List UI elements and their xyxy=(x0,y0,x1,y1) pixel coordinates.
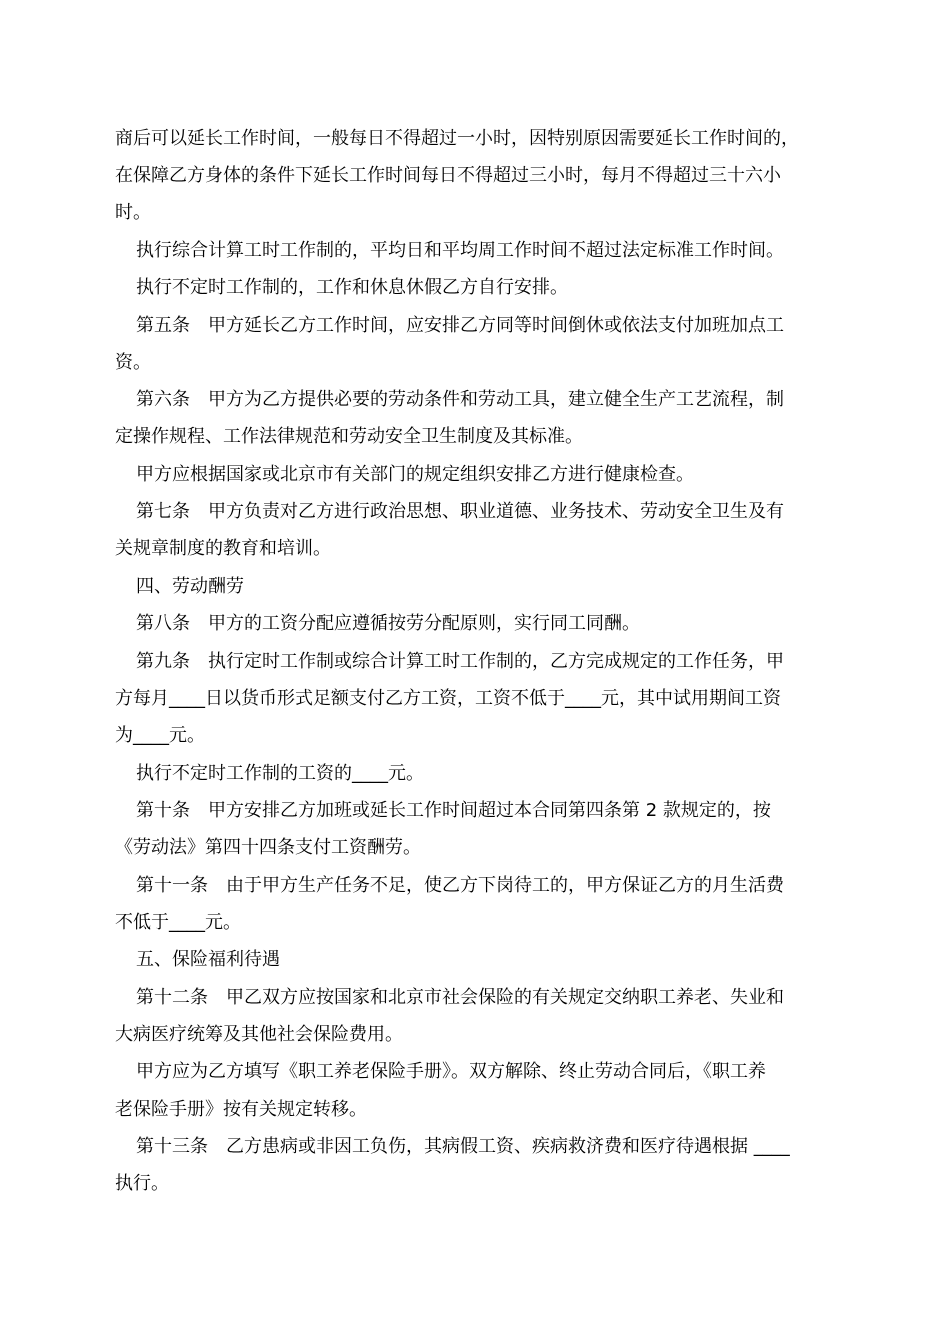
article-line: 第十条 甲方安排乙方加班或延长工作时间超过本合同第四条第 2 款规定的，按 xyxy=(136,800,771,821)
section-heading: 四、劳动酬劳 xyxy=(136,576,244,597)
body-line: 商后可以延长工作时间，一般每日不得超过一小时，因特别原因需要延长工作时间的， xyxy=(115,128,799,149)
body-line: 时。 xyxy=(115,202,151,223)
body-line: 关规章制度的教育和培训。 xyxy=(115,538,331,559)
body-line: 为____元。 xyxy=(115,725,205,746)
article-line: 第六条 甲方为乙方提供必要的劳动条件和劳动工具，建立健全生产工艺流程，制 xyxy=(136,389,784,410)
body-line: 执行不定时工作制的，工作和休息休假乙方自行安排。 xyxy=(136,277,568,298)
body-line: 方每月____日以货币形式足额支付乙方工资，工资不低于____元，其中试用期间工资 xyxy=(115,688,781,709)
article-line: 第五条 甲方延长乙方工作时间，应安排乙方同等时间倒休或依法支付加班加点工 xyxy=(136,315,784,336)
body-line: 《劳动法》第四十四条支付工资酬劳。 xyxy=(115,837,421,858)
body-line: 甲方应为乙方填写《职工养老保险手册》。双方解除、终止劳动合同后，《职工养 xyxy=(136,1061,766,1082)
body-line: 大病医疗统筹及其他社会保险费用。 xyxy=(115,1024,403,1045)
body-line: 甲方应根据国家或北京市有关部门的规定组织安排乙方进行健康检查。 xyxy=(136,464,694,485)
body-line: 在保障乙方身体的条件下延长工作时间每日不得超过三小时，每月不得超过三十六小 xyxy=(115,165,781,186)
body-line: 执行不定时工作制的工资的____元。 xyxy=(136,763,424,784)
body-line: 定操作规程、工作法律规范和劳动安全卫生制度及其标准。 xyxy=(115,426,583,447)
body-line: 执行。 xyxy=(115,1173,169,1194)
article-line: 第九条 执行定时工作制或综合计算工时工作制的，乙方完成规定的工作任务，甲 xyxy=(136,651,784,672)
article-line: 第十二条 甲乙双方应按国家和北京市社会保险的有关规定交纳职工养老、失业和 xyxy=(136,987,784,1008)
article-line: 第七条 甲方负责对乙方进行政治思想、职业道德、业务技术、劳动安全卫生及有 xyxy=(136,501,784,522)
body-line: 老保险手册》按有关规定转移。 xyxy=(115,1099,367,1120)
article-line: 第十三条 乙方患病或非因工负伤，其病假工资、疾病救济费和医疗待遇根据 ____ xyxy=(136,1136,790,1157)
body-line: 不低于____元。 xyxy=(115,912,241,933)
body-line: 资。 xyxy=(115,352,151,373)
article-line: 第八条 甲方的工资分配应遵循按劳分配原则，实行同工同酬。 xyxy=(136,613,640,634)
body-line: 执行综合计算工时工作制的，平均日和平均周工作时间不超过法定标准工作时间。 xyxy=(136,240,784,261)
section-heading: 五、保险福利待遇 xyxy=(136,949,280,970)
article-line: 第十一条 由于甲方生产任务不足，使乙方下岗待工的，甲方保证乙方的月生活费 xyxy=(136,875,784,896)
